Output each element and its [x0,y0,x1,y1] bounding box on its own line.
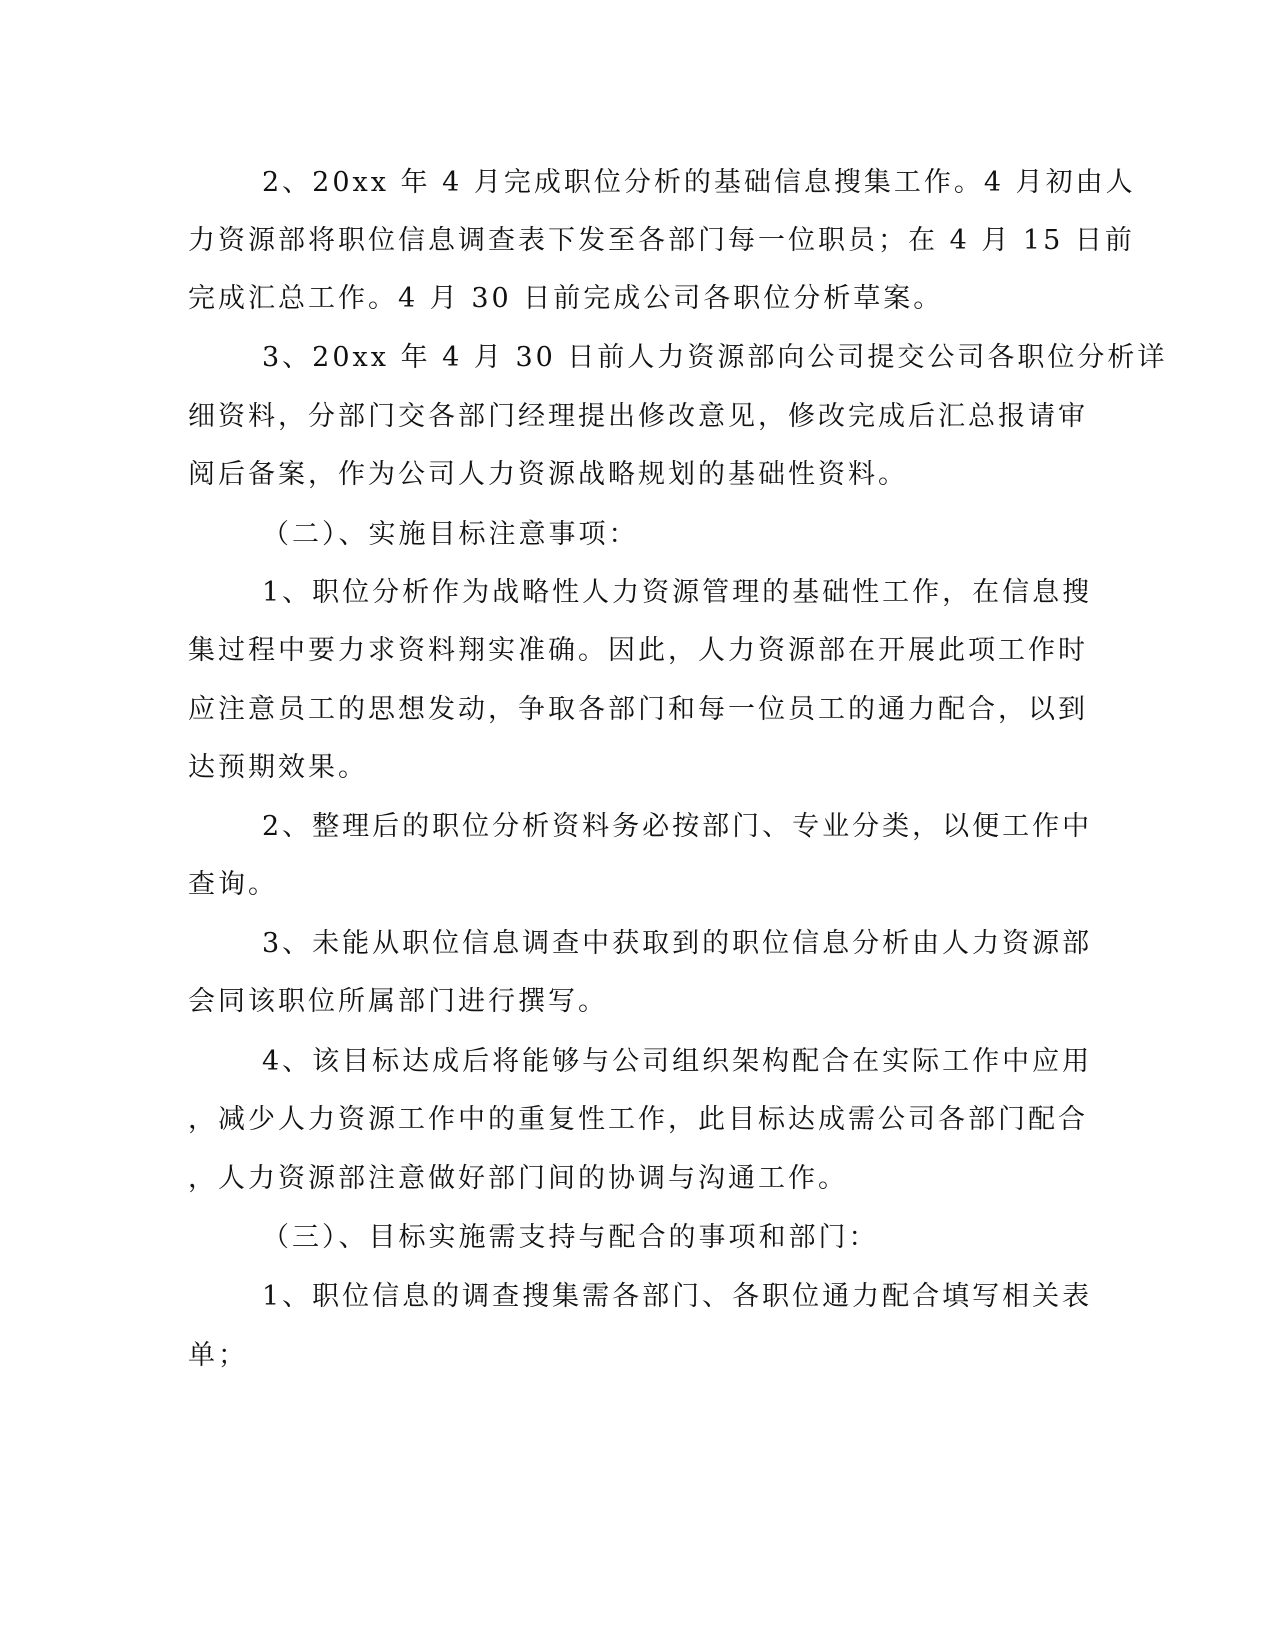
note-2-line-1: 2、整理后的职位分析资料务必按部门、专业分类，以便工作中 [262,811,1093,842]
note-4-line-1: 4、该目标达成后将能够与公司组织架构配合在实际工作中应用 [262,1046,1093,1077]
paragraph-2-line-2: 力资源部将职位信息调查表下发至各部门每一位职员；在 4 月 15 日前 [188,225,1135,256]
note-3-line-2: 会同该职位所属部门进行撰写。 [188,986,608,1017]
section-heading-2: （二）、实施目标注意事项： [262,519,639,550]
support-1-line-2: 单； [188,1340,248,1371]
note-3-line-1: 3、未能从职位信息调查中获取到的职位信息分析由人力资源部 [262,928,1093,959]
note-4-line-3: ，人力资源部注意做好部门间的协调与沟通工作。 [188,1163,848,1194]
paragraph-3-line-3: 阅后备案，作为公司人力资源战略规划的基础性资料。 [188,459,908,490]
note-1-line-3: 应注意员工的思想发动，争取各部门和每一位员工的通力配合，以到 [188,694,1088,725]
section-heading-3: （三）、目标实施需支持与配合的事项和部门： [262,1222,879,1253]
paragraph-2-line-1: 2、20xx 年 4 月完成职位分析的基础信息搜集工作。4 月初由人 [262,167,1136,198]
paragraph-2-line-3: 完成汇总工作。4 月 30 日前完成公司各职位分析草案。 [188,283,944,314]
note-2-line-2: 查询。 [188,869,278,900]
note-1-line-2: 集过程中要力求资料翔实准确。因此，人力资源部在开展此项工作时 [188,635,1088,666]
paragraph-3-line-2: 细资料，分部门交各部门经理提出修改意见，修改完成后汇总报请审 [188,401,1088,432]
support-1-line-1: 1、职位信息的调查搜集需各部门、各职位通力配合填写相关表 [262,1281,1093,1312]
note-1-line-4: 达预期效果。 [188,752,368,783]
paragraph-3-line-1: 3、20xx 年 4 月 30 日前人力资源部向公司提交公司各职位分析详 [262,342,1168,373]
note-4-line-2: ，减少人力资源工作中的重复性工作，此目标达成需公司各部门配合 [188,1104,1088,1135]
note-1-line-1: 1、职位分析作为战略性人力资源管理的基础性工作，在信息搜 [262,577,1093,608]
